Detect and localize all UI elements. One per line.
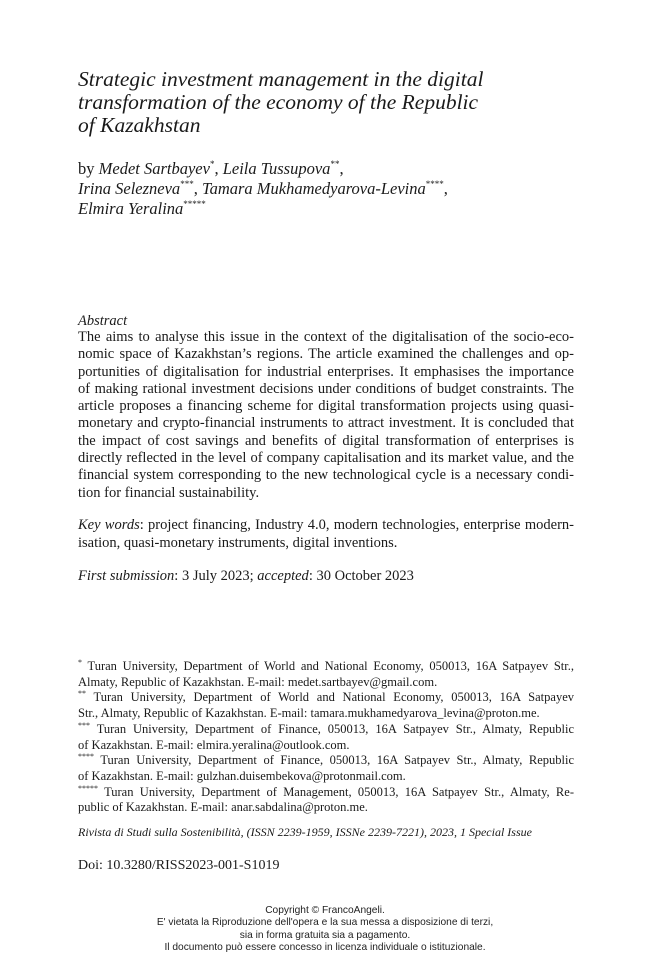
author-name: Medet Sartbayev xyxy=(98,159,210,178)
keywords-line: isation, quasi-monetary instruments, digital inventions. xyxy=(78,535,398,551)
affiliation-footnotes xyxy=(78,659,574,816)
copyright-line: Il documento può essere concesso in licenza individuale o istituzionale. xyxy=(164,941,486,953)
keywords xyxy=(78,516,574,552)
footnote-text: Turan University, Department of Finance, 050013, 16A Satpayev Str., Almaty, Republic xyxy=(100,753,575,768)
abstract-line: the impact of cost savings and benefits of digital transformation of enterprises is xyxy=(78,432,574,449)
footnote-line xyxy=(78,753,574,769)
abstract-line: monetary and crypto-financial instruments to attract investment. It is concluded that xyxy=(78,415,574,432)
keywords-label: Key words xyxy=(78,517,140,533)
author-name: Irina Selezneva xyxy=(78,179,181,198)
copyright-line: E' vietata la Riproduzione dell'opera e la sua messa a disposizione di terzi, xyxy=(156,917,494,929)
author-name: Elmira Yeralina xyxy=(78,199,184,218)
keywords-text: : project financing, Industry 4.0, modern technologies, enterprise modern- xyxy=(139,517,574,533)
author-mark: * xyxy=(209,159,215,169)
author-mark: **** xyxy=(425,179,444,189)
footnote-line xyxy=(78,659,574,675)
abstract-line: The aims to analyse this issue in the context of the digitalisation of the socio-eco- xyxy=(78,329,574,345)
footnote-line: of Kazakhstan. E-mail: gulzhan.duisembekova@protonmail.com. xyxy=(78,768,406,783)
author-mark: *** xyxy=(180,179,194,189)
author-list xyxy=(78,159,578,219)
copyright-line: Copyright © FrancoAngeli. xyxy=(265,905,385,916)
footnote-line: Str., Almaty, Republic of Kazakhstan. E-mail: tamara.mukhamedyarova_levina@proton.me. xyxy=(78,706,540,721)
footnote-mark: * xyxy=(78,658,82,667)
abstract-line: nomic space of Kazakhstan’s regions. The article examined the challenges and op- xyxy=(78,346,574,363)
abstract-line: tion for financial sustainability. xyxy=(78,484,260,501)
keywords-line xyxy=(78,516,574,534)
submission-dates xyxy=(78,567,414,585)
submission-label: First submission xyxy=(78,568,175,584)
footnote-line: public of Kazakhstan. E-mail: anar.sabdalina@proton.me. xyxy=(78,800,368,815)
footnote-line xyxy=(78,785,574,801)
submission-date: : 3 July 2023; xyxy=(174,568,258,584)
abstract-line: of making rational investment decisions under conditions of budget constraints. The xyxy=(78,380,574,397)
author-name: Tamara Mukhamedyarova-Levina xyxy=(201,179,426,198)
copyright-notice xyxy=(100,905,550,954)
title-line: transformation of the economy of the Republic xyxy=(78,90,479,114)
footnote-line xyxy=(78,722,574,738)
author-name: Leila Tussupova xyxy=(222,159,331,178)
article-title xyxy=(78,68,578,137)
footnote-text: Turan University, Department of Management, 050013, 16A Satpayev Str., Almaty, Re- xyxy=(104,784,574,799)
footnote-mark: ***** xyxy=(78,783,98,793)
title-line: of Kazakhstan xyxy=(78,113,201,137)
footnote-mark: *** xyxy=(78,720,90,730)
author-mark: ***** xyxy=(183,199,206,209)
abstract-heading: Abstract xyxy=(78,313,128,329)
footnote-line xyxy=(78,690,574,706)
footnote-mark: ** xyxy=(78,689,86,699)
author-line: by Medet Sartbayev*, Leila Tussupova**, xyxy=(78,159,344,178)
abstract-line: financial system corresponding to the new technological cycle is a necessary condi- xyxy=(78,467,574,484)
footnote-line: Almaty, Republic of Kazakhstan. E-mail: medet.sartbayev@gmail.com. xyxy=(78,674,438,689)
author-line: Irina Selezneva***, Tamara Mukhamedyarova-Levina****, xyxy=(78,179,448,198)
author-by: by xyxy=(78,159,95,178)
footnote-text: Turan University, Department of World and National Economy, 050013, 16A Satpayev xyxy=(93,690,574,705)
author-mark: ** xyxy=(330,159,340,169)
footnote-line: of Kazakhstan. E-mail: elmira.yeralina@outlook.com. xyxy=(78,737,350,752)
accepted-label: accepted xyxy=(257,568,309,584)
footnote-text: Turan University, Department of Finance, 050013, 16A Satpayev Str., Almaty, Republic xyxy=(96,721,574,736)
abstract-line: article proposes a financing scheme for digital transformation projects using quasi- xyxy=(78,398,574,415)
accepted-date: : 30 October 2023 xyxy=(308,568,414,584)
copyright-line: sia in forma gratuita sia a pagamento. xyxy=(239,929,411,941)
abstract-line: directly reflected in the level of company capitalisation and its market value, and the xyxy=(78,450,574,467)
abstract-body xyxy=(78,329,574,502)
footnote-text: Turan University, Department of World and National Economy, 050013, 16A Satpayev Str., xyxy=(87,659,574,673)
journal-citation: Rivista di Studi sulla Sostenibilità, (ISSN 2239-1959, ISSNe 2239-7221), 2023, 1 Special Issue xyxy=(78,825,532,839)
footnote-mark: **** xyxy=(78,752,94,762)
author-line xyxy=(78,199,578,219)
abstract-line: portunities of digitalisation for industrial enterprises. It emphasises the importance xyxy=(78,363,574,380)
doi: Doi: 10.3280/RISS2023-001-S1019 xyxy=(78,858,280,873)
title-line: Strategic investment management in the digital xyxy=(78,67,484,91)
